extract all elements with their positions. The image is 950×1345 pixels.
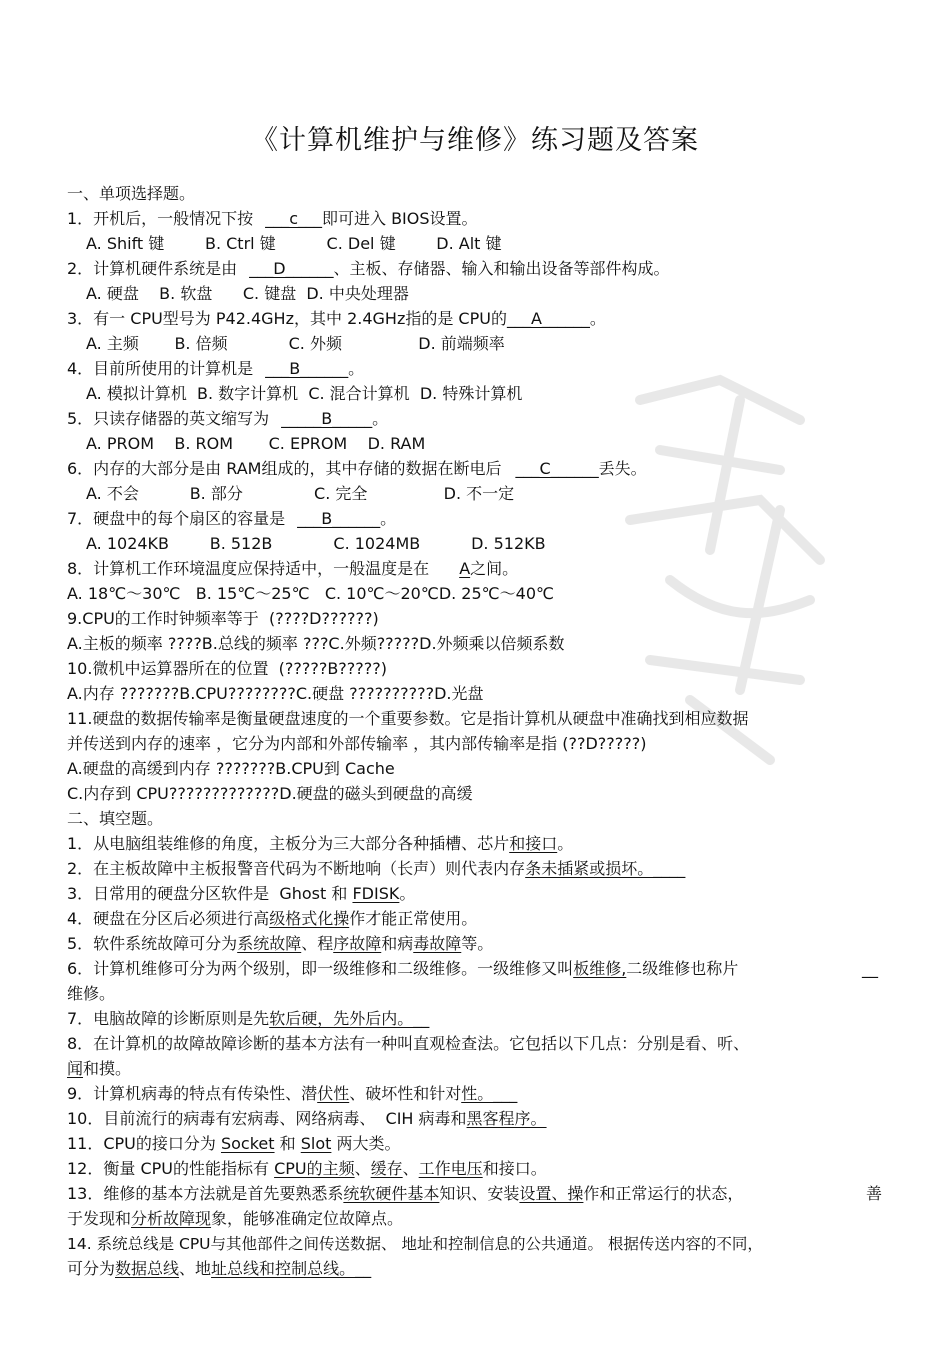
question-text: 3．日常用的硬盘分区软件是 Ghost 和: [67, 884, 353, 903]
question-text: 、: [354, 1159, 371, 1178]
answer-blank: _____B_____: [281, 409, 373, 428]
answer-blank: 数据总线: [115, 1259, 180, 1278]
question-text: 5．只读存储器的英文缩写为: [67, 409, 270, 428]
answer-blank: 闻: [67, 1059, 84, 1078]
question-text-tail: 两大类。: [331, 1134, 401, 1153]
question-10: 10.微机中运算器所在的位置 (?????B?????): [67, 659, 388, 678]
question-text: 11．CPU的接口分为: [67, 1134, 221, 1153]
question-text: 、地: [179, 1259, 212, 1278]
answer-blank: 板维修,: [573, 959, 627, 978]
question-text-tail: 即可进入 BIOS设置。: [321, 209, 478, 228]
question-4: [67, 358, 890, 380]
fill-1: [67, 833, 890, 855]
question-text: 13．维修的基本方法就是首先要熟悉系: [67, 1184, 344, 1203]
fill-14-line-1: 14. 系统总线是 CPU与其他部件之间传送数据、 地址和控制信息的公共通道。 根据传送内容的不同，: [67, 1235, 763, 1253]
question-text: 可分为: [67, 1259, 116, 1278]
answer-blank: 缓存: [370, 1159, 403, 1178]
question-text: 6．内存的大部分是由 RAM组成的，其中存储的数据在断电后: [67, 459, 502, 478]
question-11-line-1: 11.硬盘的数据传输率是衡量硬盘速度的一个重要参数。它是指计算机从硬盘中准确找到相应数据: [67, 709, 749, 728]
question-text-tail: 作和正常运行的状态，: [583, 1184, 744, 1203]
question-text-tail: 。: [399, 884, 416, 903]
question-7-options: A. 1024KB B. 512B C. 1024MB D. 512KB: [86, 534, 546, 553]
question-text: 、程: [301, 934, 334, 953]
question-5: [67, 408, 890, 430]
question-text: 知识、安装: [439, 1184, 520, 1203]
question-text-tail: 丢失。: [598, 459, 647, 478]
section-heading-fill-in: 二、填空题。: [67, 809, 164, 828]
question-text: 5．软件系统故障可分为: [67, 934, 238, 953]
fill-10: [67, 1108, 890, 1130]
answer-blank: ___B______: [265, 359, 349, 378]
fill-6-line-2: 维修。: [67, 984, 116, 1003]
question-1: [67, 208, 890, 230]
question-text: 6．计算机维修可分为两个级别，即一级维修和二级维修。一级维修又叫: [67, 959, 574, 978]
answer-blank: 统软硬件基本: [343, 1184, 440, 1203]
fill-8-line-1: 8．在计算机的故障故障诊断的基本方法有一种叫直观检查法。它包括以下几点：分别是看、听、: [67, 1034, 750, 1053]
fill-4: [67, 908, 890, 930]
question-text-tail: 和摸。: [83, 1059, 132, 1078]
answer-blank: ___B______: [297, 509, 381, 528]
question-3: [67, 308, 890, 330]
answer-blank: 址总线和控: [211, 1259, 292, 1278]
question-11-options-c: C.内存到 CPU?????????????D.硬盘的磁头到硬盘的高缓: [67, 784, 473, 803]
question-text: 4．目前所使用的计算机是: [67, 359, 254, 378]
question-text: 2．计算机硬件系统是由: [67, 259, 238, 278]
answer-blank: 序故障: [333, 934, 382, 953]
question-11-line-2: 并传送到内存的速率 ，它分为内部和外部传输率 ，其内部传输率是指 (??D?????): [67, 734, 647, 753]
fill-5: [67, 933, 890, 955]
answer-blank: ___A______: [506, 309, 590, 328]
fill-14-line-2: [67, 1258, 890, 1280]
answer-blank: 制总线。__: [291, 1259, 372, 1278]
question-text: 7．电脑故障的诊断原则是先: [67, 1009, 270, 1028]
question-7: [67, 508, 890, 530]
question-text: 12．衡量 CPU的性能指标有: [67, 1159, 275, 1178]
answer-blank: FDISK: [352, 884, 400, 903]
question-text: 1．开机后，一般情况下按: [67, 209, 254, 228]
question-text: 4．硬盘在分区后必须进行高: [67, 909, 270, 928]
question-text: 于发现和: [67, 1209, 132, 1228]
question-2: [67, 258, 890, 280]
question-text: 1．从电脑组装维修的角度，主板分为三大部分各种插槽、芯片: [67, 834, 510, 853]
answer-blank: 黑客程序。: [466, 1109, 547, 1128]
answer-blank: CPU的主频: [274, 1159, 355, 1178]
question-2-options: A. 硬盘 B. 软盘 C. 键盘 D. 中央处理器: [86, 284, 409, 303]
question-text-tail: 、主板、存储器、输入和输出设备等部件构成。: [333, 259, 670, 278]
question-11-options-a: A.硬盘的高缓到内存 ???????B.CPU到 Cache: [67, 759, 395, 778]
question-text-tail: 和接口。: [482, 1159, 547, 1178]
fill-9: [67, 1083, 890, 1105]
answer-blank: 毒故障: [413, 934, 462, 953]
question-text-tail: 。: [589, 309, 606, 328]
answer-blank: ___C______: [515, 459, 599, 478]
question-text: 和病: [381, 934, 414, 953]
question-text-tail: 二级维修也称片: [626, 959, 739, 978]
fill-7: [67, 1008, 890, 1030]
question-text: 9．计算机病毒的特点有传染性、潜: [67, 1084, 318, 1103]
question-text: 2．在主板故障中主板报警音代码为不断地响（长声）则代表内存: [67, 859, 526, 878]
question-4-options: A. 模拟计算机 B. 数字计算机 C. 混合计算机 D. 特殊计算机: [86, 384, 523, 403]
answer-blank: 伏性: [317, 1084, 350, 1103]
fill-12: [67, 1158, 890, 1180]
question-6-options: A. 不会 B. 部分 C. 完全 D. 不一定: [86, 484, 515, 503]
question-text-tail: 。: [557, 834, 574, 853]
question-text: 8．计算机工作环境温度应保持适中，一般温度是在: [67, 559, 430, 578]
answer-blank: 工作电压: [418, 1159, 483, 1178]
question-text: 和: [274, 1134, 301, 1153]
question-6: [67, 458, 890, 480]
question-text-tail: 。: [372, 409, 389, 428]
question-text: 7．硬盘中的每个扇区的容量是: [67, 509, 286, 528]
question-10-options: A.内存 ???????B.CPU????????C.硬盘 ??????????D.光盘: [67, 684, 484, 703]
answer-blank: A: [459, 559, 471, 578]
question-text: 10．目前流行的病毒有宏病毒、网络病毒、 CIH 病毒和: [67, 1109, 467, 1128]
answer-blank: 分析故障现: [131, 1209, 212, 1228]
question-9: 9.CPU的工作时钟频率等于 (????D??????): [67, 609, 379, 628]
answer-blank: 设置、操: [519, 1184, 584, 1203]
answer-blank: 性。___: [461, 1084, 518, 1103]
answer-blank: 和接口: [509, 834, 558, 853]
fill-6-tail-blank: __: [862, 959, 878, 978]
answer-blank: Slot: [300, 1134, 332, 1153]
question-text: 3．有一 CPU型号为 P42.4GHz，其中 2.4GHz指的是 CPU的: [67, 309, 507, 328]
question-text: 、破坏性和针对: [349, 1084, 462, 1103]
answer-blank: Socket: [220, 1134, 275, 1153]
section-heading-single-choice: 一、单项选择题。: [67, 184, 196, 203]
question-1-options: A. Shift 键 B. Ctrl 键 C. Del 键 D. Alt 键: [86, 234, 502, 253]
question-text-tail: 象，能够准确定位故障点。: [211, 1209, 404, 1228]
answer-blank: 软后硬，先外后内。__: [269, 1009, 430, 1028]
fill-13-line-1: [67, 1183, 890, 1205]
fill-3: [67, 883, 890, 905]
fill-2: [67, 858, 890, 880]
answer-blank: 条未插紧或损坏。____: [525, 859, 686, 878]
question-text: 、: [402, 1159, 419, 1178]
fill-13-line-2: [67, 1208, 890, 1230]
question-9-options: A.主板的频率 ????B.总线的频率 ???C.外频?????D.外频乘以倍频系数: [67, 634, 565, 653]
question-text-tail: 之间。: [470, 559, 519, 578]
question-8-options: A. 18℃～30℃ B. 15℃～25℃ C. 10℃～20℃D. 25℃～40℃: [67, 584, 554, 603]
question-text-tail: 等。: [461, 934, 494, 953]
answer-blank: ___D______: [249, 259, 334, 278]
question-text-tail: 。: [348, 359, 365, 378]
document-title: 《计算机维护与维修》练习题及答案: [251, 125, 699, 156]
fill-11: [67, 1133, 890, 1155]
question-3-options: A. 主频 B. 倍频 C. 外频 D. 前端频率: [86, 334, 505, 353]
answer-blank: ___c___: [265, 209, 322, 228]
fill-8-line-2: [67, 1058, 890, 1080]
question-5-options: A. PROM B. ROM C. EPROM D. RAM: [86, 434, 426, 453]
fill-13-tail: 善: [866, 1184, 883, 1203]
question-8: [67, 558, 890, 580]
answer-blank: 系统故障: [237, 934, 302, 953]
question-text-tail: 作才能正常使用。: [349, 909, 478, 928]
question-text-tail: 。: [380, 509, 397, 528]
fill-6-line-1: [67, 958, 890, 980]
answer-blank: 级格式化操: [269, 909, 350, 928]
